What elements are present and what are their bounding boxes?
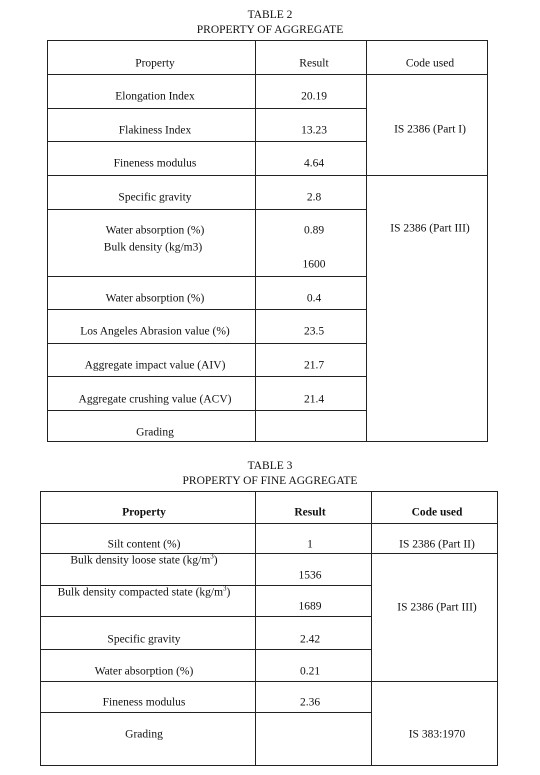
table2-row-property: Bulk density (kg/m3) xyxy=(103,241,203,254)
table3-code-cell: IS 2386 (Part III) xyxy=(397,601,477,614)
table2-row-result: 2.8 xyxy=(306,191,322,204)
table3-code-cell: IS 383:1970 xyxy=(408,728,466,741)
table2-row-property: Fineness modulus xyxy=(113,157,197,170)
table3-code-cell: IS 2386 (Part II) xyxy=(399,538,475,551)
table2-row-property: Elongation Index xyxy=(115,90,195,103)
table2-row-property: Los Angeles Abrasion value (%) xyxy=(80,325,230,338)
table2-row-property: Aggregate impact value (AIV) xyxy=(84,359,226,372)
table3-row-result: 1536 xyxy=(298,569,322,582)
table2-row-result: 20.19 xyxy=(301,90,327,103)
table2-row-property: Specific gravity xyxy=(118,191,192,204)
table2-row-property: Water absorption (%) xyxy=(105,224,205,237)
table3-row-property: Silt content (%) xyxy=(107,538,181,551)
table2-row-result: 21.4 xyxy=(303,393,325,406)
table2-row-property: Water absorption (%) xyxy=(105,292,205,305)
table3-row-property: Bulk density compacted state $(kg/m^3)$ xyxy=(57,584,231,599)
table2-row-result: 4.64 xyxy=(303,157,325,170)
table2-row-result: 23.5 xyxy=(303,325,325,338)
table3-row-property: Grading xyxy=(125,728,163,741)
table3-header-code: Code used xyxy=(411,506,463,519)
table2-caption-title: PROPERTY OF AGGREGATE xyxy=(196,24,344,36)
table3-row-property: Water absorption (%) xyxy=(94,665,194,678)
table3-header-result: Result xyxy=(294,506,326,519)
table3-row-property: Bulk density loose state $(kg/m^3)$ xyxy=(70,552,218,567)
table2-row-result: 1600 xyxy=(302,258,326,271)
table2-row-property: Grading xyxy=(136,426,174,439)
table2 xyxy=(47,40,488,442)
table3-caption-title: PROPERTY OF FINE AGGREGATE xyxy=(182,475,358,487)
table2-header-code: Code used xyxy=(405,57,455,70)
table2-row-result: 0.89 xyxy=(303,224,325,237)
table2-code-cell: IS 2386 (Part III) xyxy=(390,222,470,235)
table3-row-property: Specific gravity xyxy=(107,633,181,646)
table3-row-result: 2.36 xyxy=(299,696,321,709)
table2-row-property: Aggregate crushing value (ACV) xyxy=(78,393,232,406)
table3 xyxy=(40,491,498,766)
table2-row-result: 0.4 xyxy=(306,292,322,305)
table2-row-property: Flakiness Index xyxy=(118,124,192,137)
table2-caption-number: TABLE 2 xyxy=(247,9,293,21)
table3-row-property: Fineness modulus xyxy=(102,696,186,709)
table2-row-result: 21.7 xyxy=(303,359,325,372)
table3-header-property: Property xyxy=(122,506,166,519)
table2-code-cell: IS 2386 (Part I) xyxy=(394,123,466,136)
table2-row-result: 13.23 xyxy=(301,124,327,137)
table3-row-result: 2.42 xyxy=(299,633,321,646)
table3-caption-number: TABLE 3 xyxy=(247,460,293,472)
table2-header-property: Property xyxy=(135,57,175,70)
table2-header-result: Result xyxy=(299,57,329,70)
table3-row-result: 0.21 xyxy=(299,665,321,678)
table3-row-result: 1689 xyxy=(298,600,322,613)
table3-row-result: 1 xyxy=(307,538,313,551)
